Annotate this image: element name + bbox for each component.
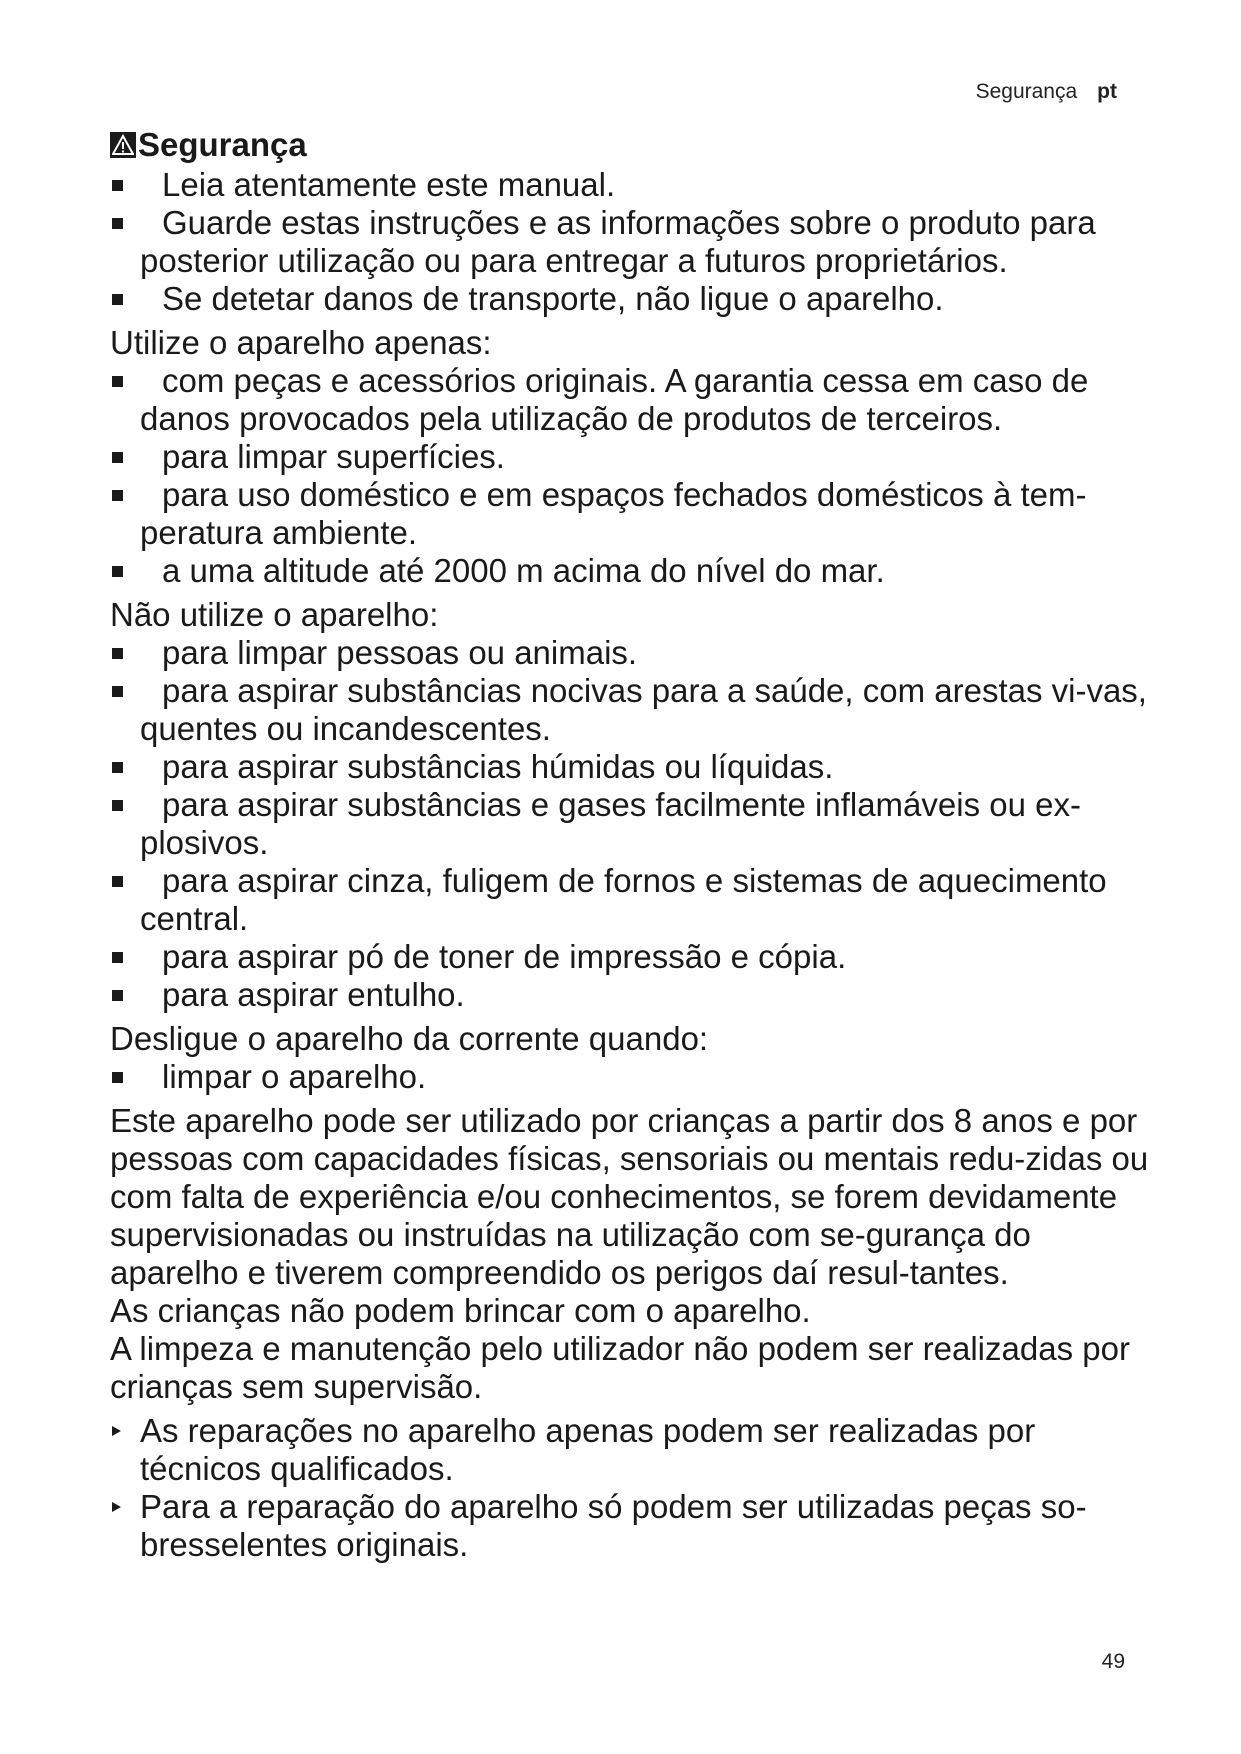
nouse-list	[110, 634, 1160, 1014]
header-section: Segurança	[975, 80, 1078, 103]
list-item: Leia atentamente este manual.	[110, 166, 1160, 204]
repair-list	[110, 1412, 1160, 1564]
section-title-text: Segurança	[138, 126, 307, 163]
list-item: com peças e acessórios originais. A garantia cessa em caso de danos provocados pela utilização de produtos de terceiros.	[110, 362, 1160, 438]
list-item: para uso doméstico e em espaços fechados domésticos à tem-peratura ambiente.	[110, 476, 1160, 552]
cleaning-paragraph: A limpeza e manutenção pelo utilizador não podem ser realizadas por crianças sem supervisão.	[110, 1330, 1130, 1405]
list-item: Guarde estas instruções e as informações sobre o produto para posterior utilização ou para entregar a futuros proprietários.	[110, 204, 1160, 280]
use-intro: Utilize o aparelho apenas:	[110, 324, 492, 361]
nouse-intro: Não utilize o aparelho:	[110, 596, 439, 633]
warning-triangle-icon	[110, 132, 136, 158]
list-item: para aspirar cinza, fuligem de fornos e sistemas de aquecimento central.	[110, 862, 1160, 938]
children-play-paragraph: As crianças não podem brincar com o aparelho.	[110, 1292, 811, 1329]
list-item: a uma altitude até 2000 m acima do nível do mar.	[110, 552, 1160, 590]
list-item: para aspirar substâncias nocivas para a saúde, com arestas vi-vas, quentes ou incandescentes.	[110, 672, 1160, 748]
general-list	[110, 166, 1160, 318]
list-item: para aspirar entulho.	[110, 976, 1160, 1014]
children-paragraph: Este aparelho pode ser utilizado por crianças a partir dos 8 anos e por pessoas com capacidades físicas, sensoriais ou mentais redu-zidas ou com falta de experiência e/ou conhecimentos, se forem devidamente supervisionadas ou instruídas na utilização com se-gurança do aparelho e tiverem compreendido os perigos daí resul-tantes.	[110, 1102, 1149, 1291]
list-item: para aspirar substâncias húmidas ou líquidas.	[110, 748, 1160, 786]
unplug-intro: Desligue o aparelho da corrente quando:	[110, 1020, 709, 1057]
section-heading	[110, 126, 1160, 164]
list-item: As reparações no aparelho apenas podem ser realizadas por técnicos qualificados.	[110, 1412, 1160, 1488]
list-item: para limpar pessoas ou animais.	[110, 634, 1160, 672]
list-item: Para a reparação do aparelho só podem ser utilizadas peças so-bresselentes originais.	[110, 1488, 1160, 1564]
page-number: 49	[1101, 1650, 1125, 1673]
list-item: limpar o aparelho.	[110, 1058, 1160, 1096]
header-language: pt	[1097, 80, 1117, 103]
use-list	[110, 362, 1160, 590]
list-item: Se detetar danos de transporte, não ligue o aparelho.	[110, 280, 1160, 318]
running-header	[976, 80, 1117, 104]
unplug-list	[110, 1058, 1160, 1096]
page-content	[110, 126, 1160, 1564]
list-item: para aspirar pó de toner de impressão e cópia.	[110, 938, 1160, 976]
list-item: para aspirar substâncias e gases facilmente inflamáveis ou ex-plosivos.	[110, 786, 1160, 862]
list-item: para limpar superfícies.	[110, 438, 1160, 476]
